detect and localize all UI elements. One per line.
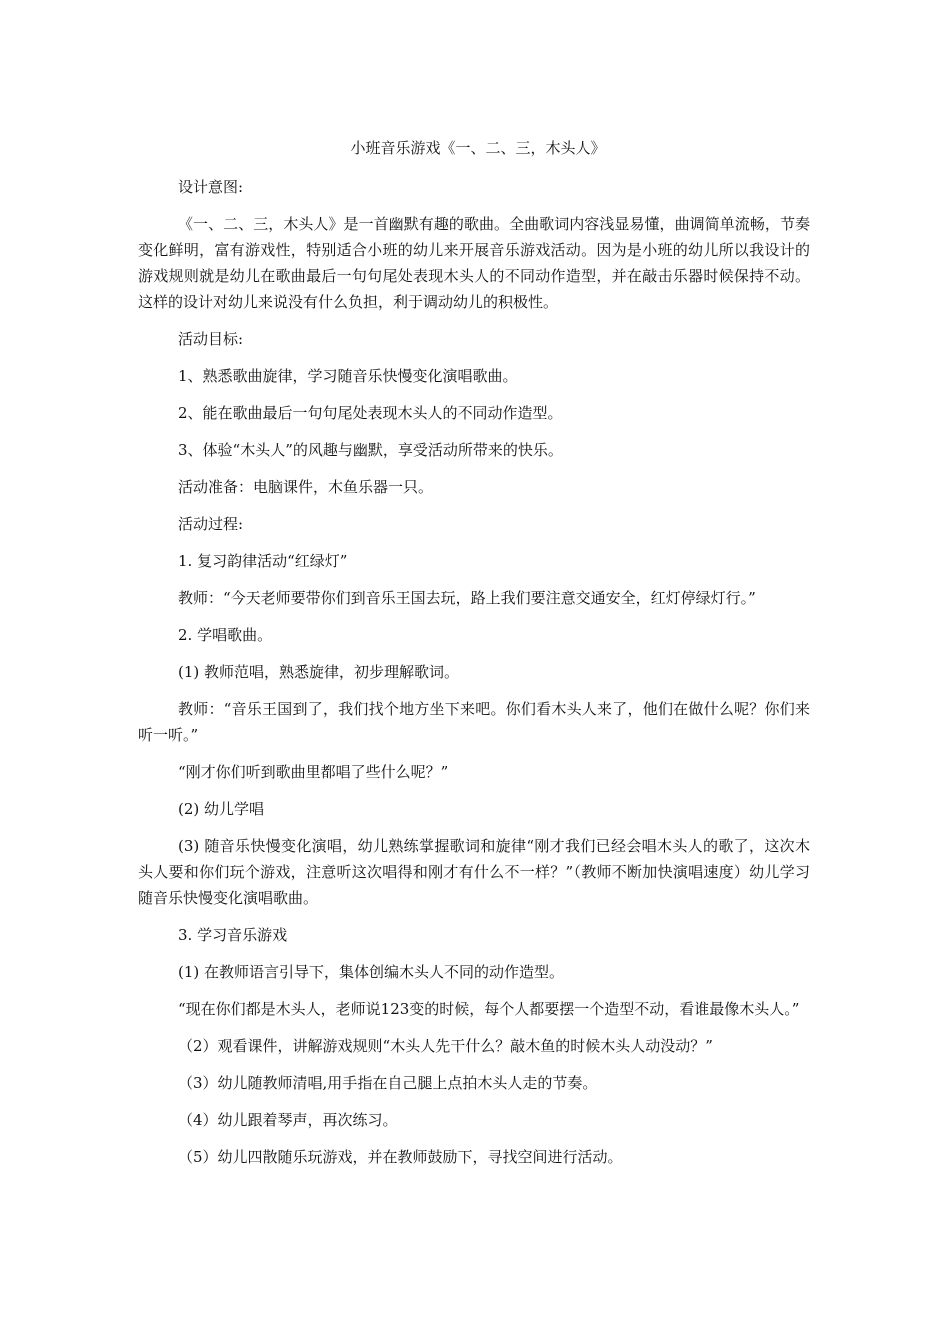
process-substep: (1) 在教师语言引导下，集体创编木头人不同的动作造型。 xyxy=(178,963,565,981)
section-heading-design-intent: 设计意图: xyxy=(178,178,244,196)
goal-item: 1、熟悉歌曲旋律，学习随音乐快慢变化演唱歌曲。 xyxy=(178,367,518,385)
goal-item: 3、体验“木头人”的风趣与幽默，享受活动所带来的快乐。 xyxy=(178,441,563,459)
process-substep: （3）幼儿随教师清唱,用手指在自己腿上点拍木头人走的节奏。 xyxy=(178,1074,598,1092)
process-substep: (2) 幼儿学唱 xyxy=(178,800,265,818)
document-body xyxy=(138,136,810,1181)
goal-item: 2、能在歌曲最后一句句尾处表现木头人的不同动作造型。 xyxy=(178,404,563,422)
process-substep: （5）幼儿四散随乐玩游戏，并在教师鼓励下，寻找空间进行活动。 xyxy=(178,1148,623,1166)
teacher-quote: “现在你们都是木头人，老师说123变的时候，每个人都要摆一个造型不动，看谁最像木头人。” xyxy=(178,1000,800,1018)
process-substep: (3) 随音乐快慢变化演唱，幼儿熟练掌握歌词和旋律“刚才我们已经会唱木头人的歌了，这次木头人要和你们玩个游戏，注意听这次唱得和刚才有什么不一样？”（教师不断加快演唱速度）幼儿学习随音乐快慢变化演唱歌曲。 xyxy=(138,837,810,907)
document-title: 小班音乐游戏《一、二、三，木头人》 xyxy=(350,139,606,157)
process-step: 3. 学习音乐游戏 xyxy=(178,926,288,944)
paragraph-design-intent: 《一、二、三，木头人》是一首幽默有趣的歌曲。全曲歌词内容浅显易懂，曲调简单流畅，节奏变化鲜明，富有游戏性，特别适合小班的幼儿来开展音乐游戏活动。因为是小班的幼儿所以我设计的游戏规则就是幼儿在歌曲最后一句句尾处表现木头人的不同动作造型，并在敲击乐器时候保持不动。这样的设计对幼儿来说没有什么负担，利于调动幼儿的积极性。 xyxy=(138,215,810,311)
process-substep: (1) 教师范唱，熟悉旋律，初步理解歌词。 xyxy=(178,663,460,681)
section-heading-goals: 活动目标: xyxy=(178,330,244,348)
process-step: 2. 学唱歌曲。 xyxy=(178,626,273,644)
process-substep: （2）观看课件，讲解游戏规则“木头人先干什么？敲木鱼的时候木头人动没动？” xyxy=(178,1037,713,1055)
teacher-quote: 教师：“今天老师要带你们到音乐王国去玩，路上我们要注意交通安全，红灯停绿灯行。” xyxy=(178,589,756,607)
paragraph-preparation: 活动准备：电脑课件，木鱼乐器一只。 xyxy=(178,478,434,496)
section-heading-process: 活动过程: xyxy=(178,515,244,533)
process-substep: （4）幼儿跟着琴声，再次练习。 xyxy=(178,1111,398,1129)
teacher-quote: 教师：“音乐王国到了，我们找个地方坐下来吧。你们看木头人来了，他们在做什么呢？你们来听一听。” xyxy=(138,700,810,744)
teacher-quote: “刚才你们听到歌曲里都唱了些什么呢？” xyxy=(178,763,449,781)
process-step: 1. 复习韵律活动“红绿灯” xyxy=(178,552,348,570)
